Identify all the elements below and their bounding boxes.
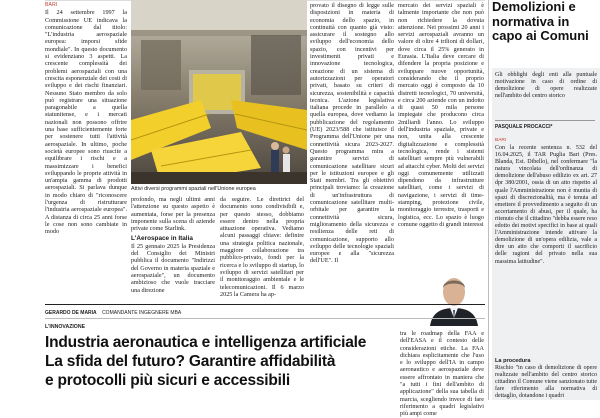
sidebar-intro: Gli obblighi degli enti alla puntuale motivazione in caso di ordine di demolizione di opere realizzate nell'ambito del centro storico — [495, 72, 597, 100]
article-column-4 — [310, 2, 394, 300]
article-column-1 — [45, 2, 127, 300]
article-text: tra le roadmap della FAA e dell'EASA e il contesto delle considerazioni etiche. La FAA dichiara esplicitamente che l'uso e lo sviluppo dell'IA in campo aeronautico e aerospaziale deve essere affrontato in maniera che "a tutti i fini dell'ambito di applicazione" della sua tabella di marcia, scegliendo invece di fare riferimento a quadri legislativi più ampi come — [400, 330, 484, 418]
byline-rule — [45, 318, 485, 319]
section-label: L'INNOVAZIONE — [45, 324, 86, 330]
sidebar-headline: Demolizioni e normativa in capo ai Comuni — [492, 0, 589, 43]
section-rule — [45, 304, 485, 305]
article-text: Il 25 gennaio 2025 la Presidenza del Consiglio dei Ministri pubblica il documento "Indirizzi del Governo in materia spaziale e aerospaziale", un documento ambizioso che vuole tracciare una direzione — [131, 242, 215, 294]
article-text: da seguire. Le direttrici del documento sono condivisibili e, per questo stesso, dobbiamo essere dentro nella propria attuazione operativa. Vediamo alcuni passaggi chiave: definire una strategia politica nazionale, maggiore collaborazione tra pubblico-privato, fondi per la ricerca e lo sviluppo di startup, lo sviluppo di servizi satellitari per il monitoraggio ambientale e le telecomunicazioni. Il 6 marzo 2025 la Camera ha ap- — [220, 196, 304, 298]
article-text: Il 24 settembre 1997 la Commissione UE indicava la comunicazione dal titolo: "L'industria aerospaziale europea: imporsi sfide mondiale". In questo documento si evidenziano 3 aspetti. La crescente complessità dei problemi aerospaziali con una crescita esponenziale dei costi di sviluppo e dei rischi finanziari. Nessuno Stato membro da solo può registrare una situazione paragonabile a quella statunitense, e i mercati nazionali non possono offrire una base sufficientemente forte per sostenere tutti l'attività aerospaziale. In ultimo, poche società europee sono riuscite a equilibrare i rischi e a massimizzare i benefici sviluppando le proprie attività in un'ampia gamma di prodotti aerospaziali. Si parlava dunque in modo chiaro di "riconoscere l'urgenza di ristrutturare l'industria aerospaziale europea". A distanza di circa 25 anni forse le cose non sono cambiate in modo — [45, 9, 127, 236]
byline-role: COMANDANTE INGEGNERE MBA — [102, 310, 182, 316]
sidebar-author: PASQUALE PROCACCI* — [495, 124, 553, 130]
photo-caption: Attivi diversi programmi spaziali nell'Unione europea — [131, 186, 256, 192]
article-text: provato il disegno di legge sulle disposizioni in materia di economia dello spazio, in continuità con quanto già visto: assicurare il sostegno allo sviluppo dell'economia dello spazio, con incentivi per investimenti privati e innovazione tecnologica, creazione di un sistema di autorizzazioni per operatori privati, basato su criteri di sicurezza, sostenibilità e capacità tecnica. L'azione legislativa italiana procede in parallelo a quella europea, dove vediamo la pubblicazione del regolamento (UE) 2023/588 che istituisce il Programma dell'Unione per una connettività sicura 2023-2027. Questo programma mira a garantire servizi di comunicazione satellitare sicuri per le istituzioni europee e gli Stati membri. Tra gli obiettivi principali troviamo: la creazione di un'infrastruttura di comunicazione satellitare multi-orbitale per garantire la connettività sicura, miglioramento della sicurezza e resilienza delle reti di comunicazione, supporto allo sviluppo delle tecnologie spaziali europee e alla "sicurezza dell'UE". Il — [310, 2, 394, 265]
bottom-headline — [45, 333, 395, 390]
headline-line-2: La sfida del futuro? Garantire affidabilità — [45, 353, 336, 370]
byline — [45, 310, 181, 316]
sidebar-body-2: Rischio "in caso di demolizione di opere realizzate nell'ambito del centro storico cittadino il Comune viene sanzionato tutte fare riferimento alla normativa di dettaglio, dotandone i quadri — [495, 365, 597, 400]
article-column-5 — [398, 2, 484, 264]
column-divider — [488, 0, 489, 400]
article-column-3 — [220, 196, 304, 300]
aerospace-hall-illustration — [131, 0, 307, 184]
article-text: profondo, ma negli ultimi anni l'attenzione su questo aspetto è aumentata, forse per la presenza imponente sulla scena di aziende private come Starlink. — [131, 196, 215, 233]
location-tag: BARI — [45, 2, 58, 8]
headline-line-3: e protocolli più sicuri e accessibili — [45, 372, 290, 389]
sidebar-rule — [495, 120, 595, 121]
sidebar-subhead: La procedura — [495, 358, 531, 364]
sidebar-location-tag: BARI — [495, 138, 507, 143]
bottom-article-column — [400, 330, 484, 418]
article-column-2 — [131, 196, 215, 300]
headline-line-1: Industria aeronautica e intelligenza artificiale — [45, 334, 367, 351]
article-text: mercato dei servizi spaziali è talmente importante che non può non richiedere la dovuta attenzione. Nei prossimi 20 anni i servizi aerospaziali avranno un valore di oltre 4 trilioni di dollari, dove circa il 25% generato in Eurasia. L'Italia deve cercare di difendere la propria posizione e sviluppare nuove opportunità, considerando che il proprio mercato oggi è composto da 10 distretti tecnologici, 70 università, e circa 200 aziende con un indotto di quasi 50 mila persone impiegate che producono circa 2miliardi l'anno. Lo sviluppo dell'industria spaziale, private e non, unita alla crescente digitalizzazione e complessità tecnologica, rende i sistemi satellitari sempre più vulnerabili ad attacchi cyber. Molti dei servizi oggi comunemente utilizzati dipendono da infrastrutture satellitari, come i servizi di navigazione, i servizi di time-stamping, protezione civile, monitoraggio terrestre, trasporti e logistica, ecc. Lo spazio è luogo comune oggetto di grandi interessi — [398, 2, 484, 228]
article-subhead: L'Aerospace in Italia — [131, 235, 193, 243]
byline-name: GERARDO DE MARIA — [45, 310, 97, 316]
sidebar-body: Con la recente sentenza n. 532 del 16.04.2025, il TAR Puglia Bari (Pres. Blanda, Est. Dibello), nel confermare "la natura vincolata dell'ordinanza di demolizione dell'abuso edilizio ex art. 27 dpr 380/2001, ossia di un atto rispetto al quale l'Amministrazione non è munita di spazi di discrezionalità, ma è tenuta ad emettere il provvedimento a seguito di un accertamento di abusi, per il quale, ha ritenuto che il cittadino "debba essere reso edotto dei motivi specifici in base ai quali l'Amministrazione intende attivare la demolizione di un'opera edilizia, vale a dire un atto che comporti il sacrificio delle ragioni del privato nella sua massima latitudine". — [495, 145, 597, 265]
article-photo — [131, 0, 307, 184]
